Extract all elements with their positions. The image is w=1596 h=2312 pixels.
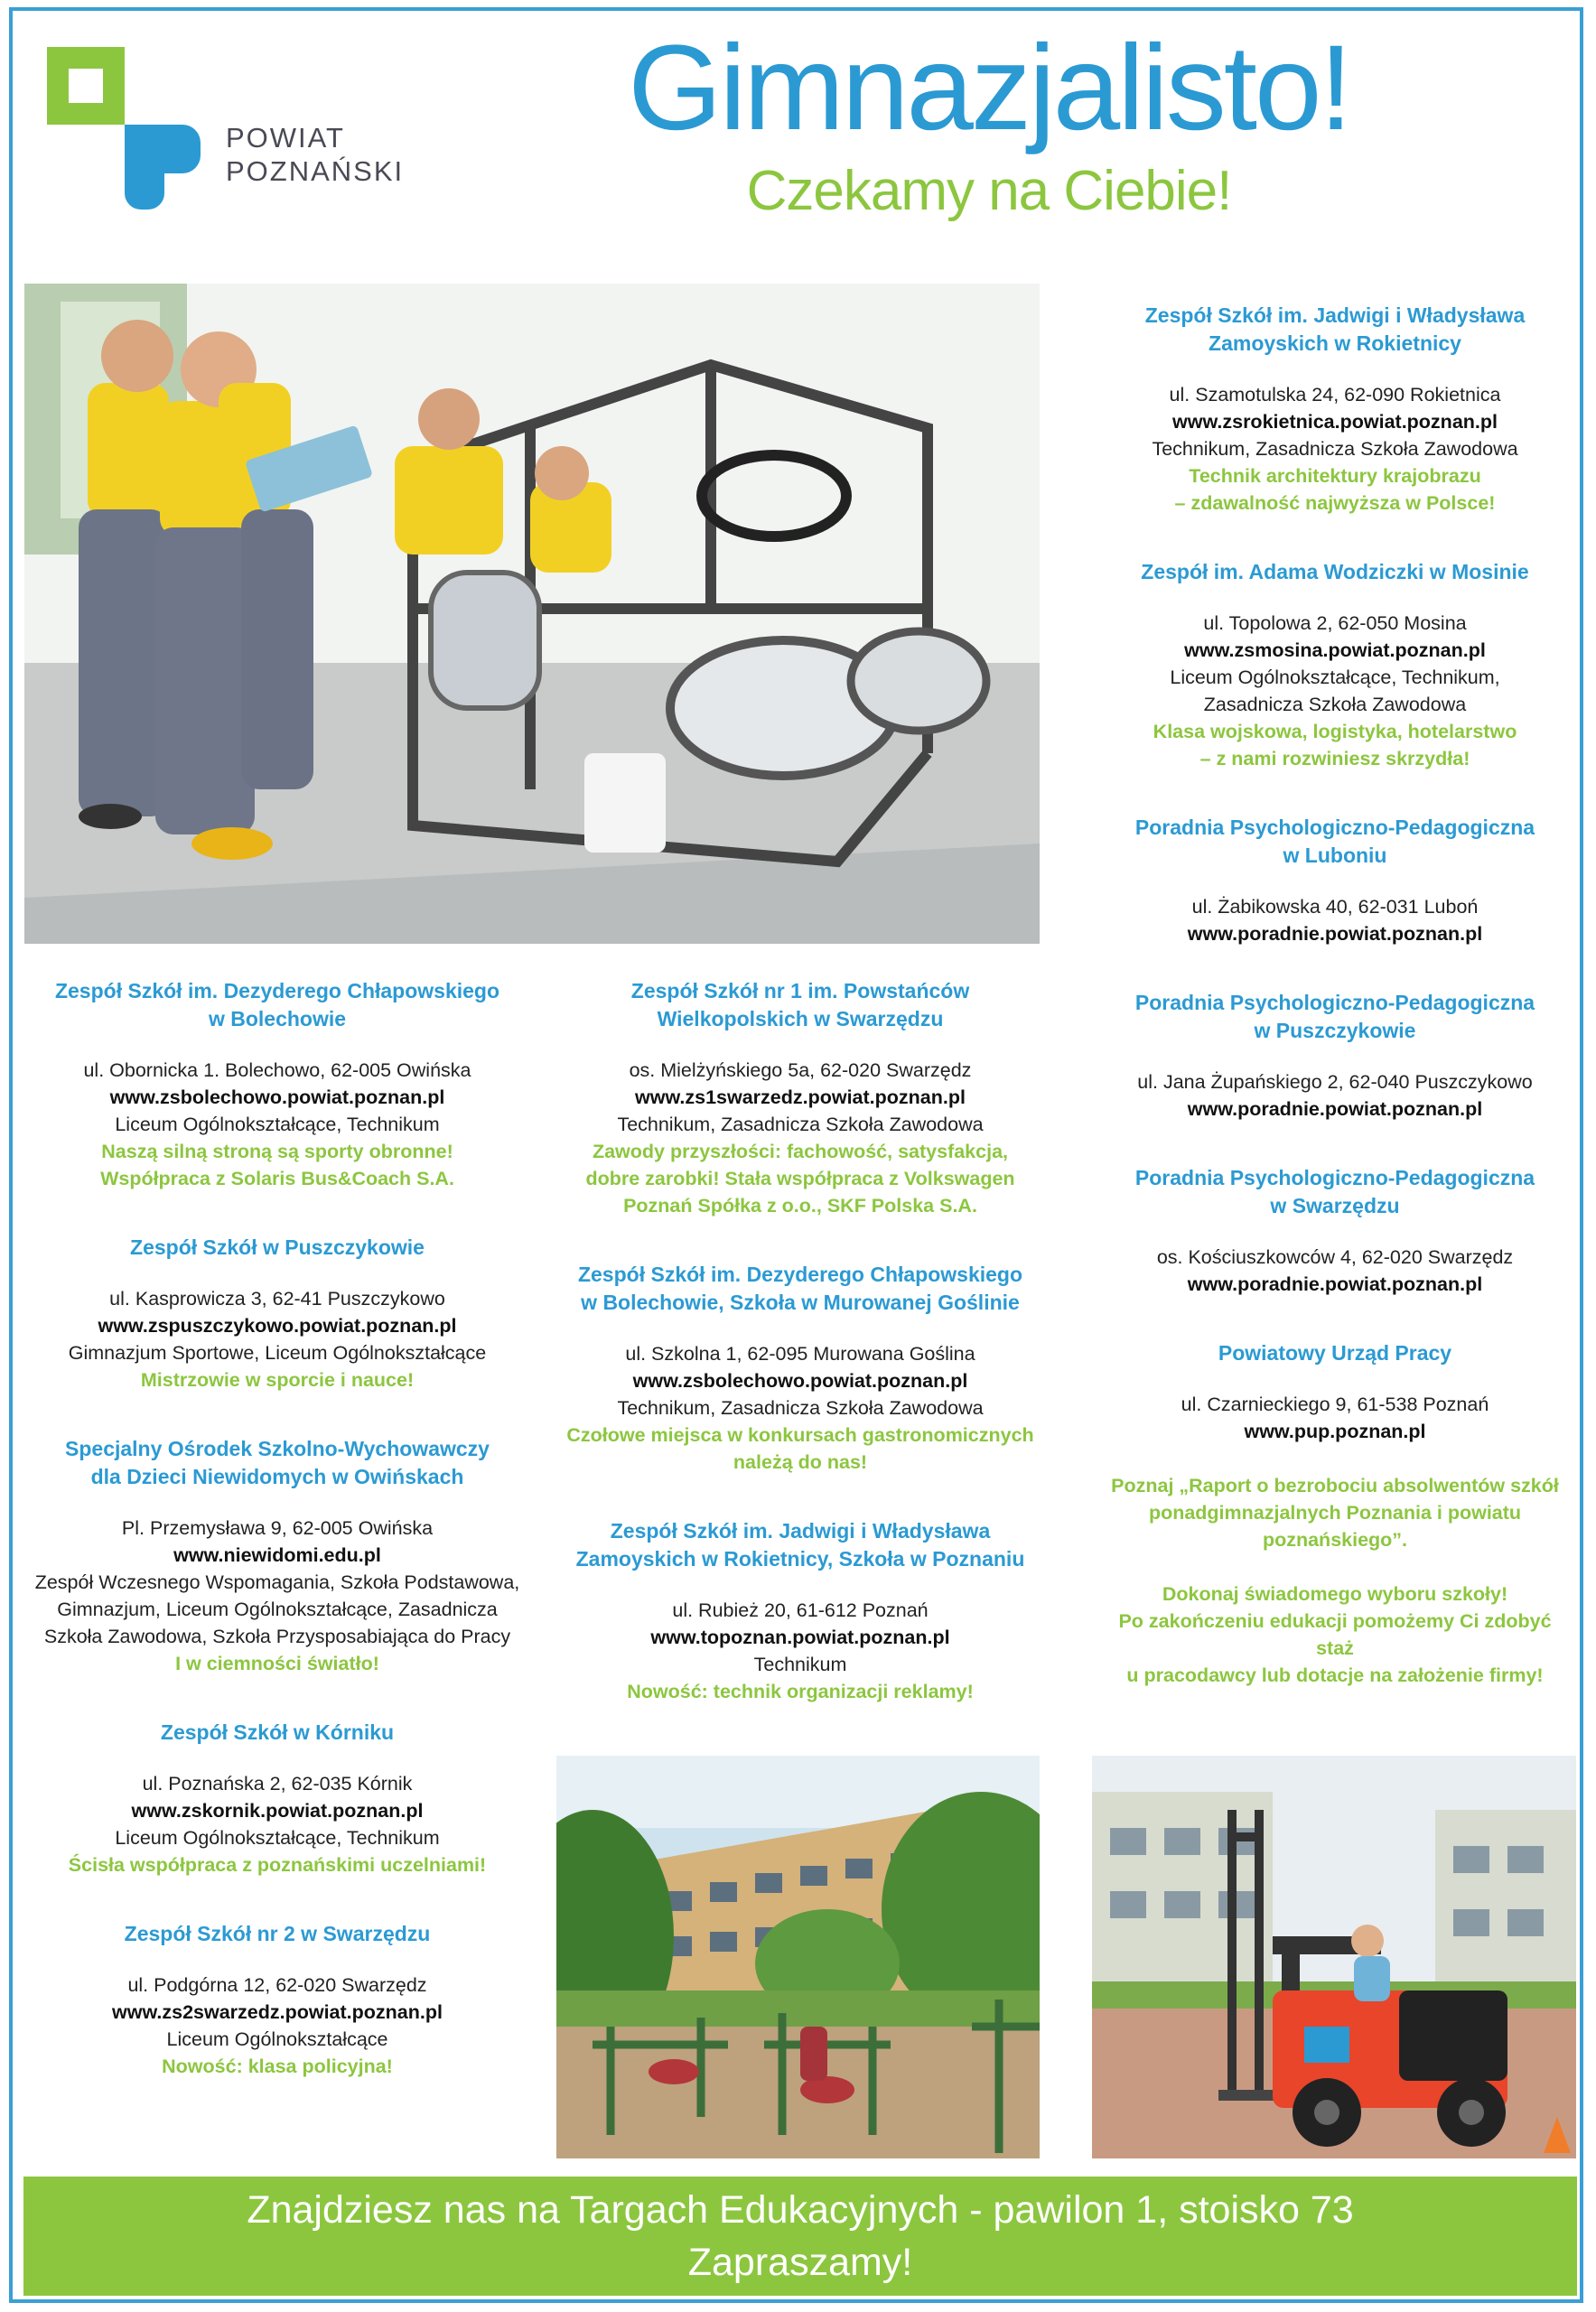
- school-title: Zespół Szkół im. Dezyderego Chłapowskiego w Bolechowie: [54, 979, 500, 1030]
- students-workshop-photo: [24, 284, 1040, 944]
- office-note: Po zakończeniu edukacji pomożemy Ci zdobyć staż: [1118, 1610, 1552, 1659]
- school-highlight: – z nami rozwiniesz skrzydła!: [1199, 748, 1470, 769]
- school-title: Zespół Szkół w Kórniku: [160, 1720, 395, 1744]
- school-address: Pl. Przemysława 9, 62-005 Owińska: [121, 1517, 434, 1539]
- clinic-url[interactable]: www.poradnie.powiat.poznan.pl: [1187, 1098, 1483, 1120]
- school-title: Zespół Szkół nr 1 im. Powstańców Wielkopolskich w Swarzędzu: [630, 979, 970, 1030]
- right-column: [1098, 302, 1572, 1689]
- banner-line: Znajdziesz nas na Targach Edukacyjnych - pawilon 1, stoisko 73: [247, 2188, 1354, 2232]
- school-highlight: Mistrzowie w sporcie i nauce!: [140, 1369, 415, 1391]
- school-address: ul. Poznańska 2, 62-035 Kórnik: [142, 1773, 413, 1795]
- school-address: ul. Szkolna 1, 62-095 Murowana Goślina: [625, 1343, 975, 1365]
- school-url[interactable]: www.niewidomi.edu.pl: [173, 1544, 381, 1566]
- school-highlight: Czołowe miejsca w konkursach gastronomicznych: [566, 1424, 1034, 1446]
- office-note: Poznaj „Raport o bezrobociu absolwentów szkół: [1111, 1475, 1559, 1496]
- school-desc: Szkoła Zawodowa, Szkoła Przysposabiająca do Pracy: [43, 1626, 511, 1647]
- logo-text: POWIAT POZNAŃSKI: [226, 122, 405, 187]
- school-highlight: Nowość: klasa policyjna!: [162, 2056, 393, 2077]
- school-highlight: należą do nas!: [733, 1451, 868, 1473]
- clinic-url[interactable]: www.poradnie.powiat.poznan.pl: [1187, 1273, 1483, 1295]
- office-note: u pracodawcy lub dotacje na założenie firmy!: [1126, 1664, 1544, 1686]
- school-desc: Liceum Ogólnokształcące, Technikum: [115, 1114, 440, 1135]
- school-url[interactable]: www.topoznan.powiat.poznan.pl: [650, 1627, 950, 1648]
- school-desc: Liceum Ogólnokształcące, Technikum,: [1170, 667, 1500, 688]
- clinic-entry: [1098, 1164, 1572, 1298]
- school-title: Zespół Szkół im. Jadwigi i Władysława Zamoyskich w Rokietnicy, Szkoła w Poznaniu: [575, 1519, 1025, 1571]
- office-entry: [1098, 1339, 1572, 1689]
- school-highlight: – zdawalność najwyższa w Polsce!: [1174, 492, 1496, 514]
- left-column: [20, 977, 535, 2080]
- school-highlight: Poznań Spółka z o.o., SKF Polska S.A.: [623, 1195, 977, 1217]
- school-entry: [20, 1719, 535, 1878]
- page-subheadline: Czekamy na Ciebie!: [746, 160, 1232, 222]
- school-entry: [547, 1261, 1053, 1476]
- school-building-photo: [556, 1756, 1040, 2158]
- school-address: ul. Obornicka 1. Bolechowo, 62-005 Owińska: [83, 1059, 471, 1081]
- school-highlight: Współpraca z Solaris Bus&Coach S.A.: [100, 1168, 454, 1189]
- school-url[interactable]: www.zsbolechowo.powiat.poznan.pl: [632, 1370, 968, 1392]
- school-desc: Gimnazjum, Liceum Ogólnokształcące, Zasadnicza: [57, 1599, 498, 1620]
- school-desc: Gimnazjum Sportowe, Liceum Ogólnokształcące: [68, 1342, 487, 1364]
- school-address: os. Mielżyńskiego 5a, 62-020 Swarzędz: [629, 1059, 972, 1081]
- office-note: poznańskiego”.: [1262, 1529, 1408, 1551]
- middle-column: [547, 977, 1053, 1705]
- school-title: Zespół Szkół im. Jadwigi i Władysława Zamoyskich w Rokietnicy: [1144, 303, 1526, 355]
- school-highlight: I w ciemności światło!: [175, 1653, 379, 1674]
- school-entry: [547, 1517, 1053, 1705]
- school-desc: Liceum Ogólnokształcące: [166, 2028, 388, 2050]
- school-highlight: Nowość: technik organizacji reklamy!: [627, 1681, 974, 1702]
- page-headline: Gimnazjalisto!: [628, 21, 1350, 155]
- school-desc: Technikum, Zasadnicza Szkoła Zawodowa: [617, 1397, 984, 1419]
- clinic-entry: [1098, 814, 1572, 947]
- clinic-url[interactable]: www.poradnie.powiat.poznan.pl: [1187, 923, 1483, 945]
- clinic-title: Poradnia Psychologiczno-Pedagogiczna w Puszczykowie: [1134, 991, 1535, 1042]
- footer-banner: [23, 2177, 1577, 2296]
- school-title: Specjalny Ośrodek Szkolno-Wychowawczy dla Dzieci Niewidomych w Owińskach: [65, 1437, 490, 1488]
- school-desc: Zasadnicza Szkoła Zawodowa: [1203, 694, 1467, 715]
- school-title: Zespół Szkół im. Dezyderego Chłapowskiego w Bolechowie, Szkoła w Murowanej Goślinie: [577, 1263, 1023, 1314]
- clinic-title: Poradnia Psychologiczno-Pedagogiczna w Luboniu: [1134, 816, 1535, 867]
- school-url[interactable]: www.zs1swarzedz.powiat.poznan.pl: [635, 1086, 966, 1108]
- clinic-address: ul. Żabikowska 40, 62-031 Luboń: [1191, 896, 1479, 918]
- school-entry: [20, 1920, 535, 2080]
- clinic-address: ul. Jana Żupańskiego 2, 62-040 Puszczykowo: [1137, 1071, 1533, 1093]
- school-entry: [20, 977, 535, 1192]
- school-highlight: Technik architektury krajobrazu: [1189, 465, 1481, 487]
- school-title: Zespół Szkół w Puszczykowie: [130, 1235, 425, 1259]
- school-address: ul. Kasprowicza 3, 62-41 Puszczykowo: [109, 1288, 445, 1310]
- school-desc: Liceum Ogólnokształcące, Technikum: [115, 1827, 440, 1849]
- school-entry: [20, 1234, 535, 1394]
- school-desc: Zespół Wczesnego Wspomagania, Szkoła Podstawowa,: [34, 1571, 520, 1593]
- banner-line: Zapraszamy!: [687, 2241, 913, 2284]
- school-entry: [1098, 302, 1572, 517]
- school-desc: Technikum: [753, 1654, 847, 1675]
- school-entry: [1098, 558, 1572, 772]
- school-entry: [547, 977, 1053, 1219]
- school-highlight: Ścisła współpraca z poznańskimi uczelniami!: [68, 1854, 487, 1876]
- school-entry: [20, 1435, 535, 1677]
- school-highlight: Klasa wojskowa, logistyka, hotelarstwo: [1153, 721, 1517, 742]
- school-address: ul. Szamotulska 24, 62-090 Rokietnica: [1169, 384, 1501, 406]
- school-url[interactable]: www.zsmosina.powiat.poznan.pl: [1184, 639, 1486, 661]
- school-address: ul. Podgórna 12, 62-020 Swarzędz: [127, 1974, 427, 1996]
- office-note: ponadgimnazjalnych Poznania i powiatu: [1148, 1502, 1522, 1524]
- office-address: ul. Czarnieckiego 9, 61-538 Poznań: [1181, 1394, 1489, 1415]
- school-highlight: Naszą silną stroną są sporty obronne!: [101, 1141, 453, 1162]
- school-highlight: Zawody przyszłości: fachowość, satysfakcja,: [592, 1141, 1009, 1162]
- school-title: Zespół im. Adama Wodziczki w Mosinie: [1141, 560, 1529, 583]
- clinic-title: Poradnia Psychologiczno-Pedagogiczna w Swarzędzu: [1134, 1166, 1535, 1217]
- office-note: Dokonaj świadomego wyboru szkoły!: [1162, 1583, 1508, 1605]
- clinic-entry: [1098, 989, 1572, 1123]
- school-highlight: dobre zarobki! Stała współpraca z Volkswagen: [585, 1168, 1015, 1189]
- school-desc: Technikum, Zasadnicza Szkoła Zawodowa: [617, 1114, 984, 1135]
- office-url[interactable]: www.pup.poznan.pl: [1244, 1421, 1426, 1442]
- school-desc: Technikum, Zasadnicza Szkoła Zawodowa: [1152, 438, 1518, 460]
- school-title: Zespół Szkół nr 2 w Swarzędzu: [124, 1922, 431, 1945]
- school-url[interactable]: www.zskornik.powiat.poznan.pl: [131, 1800, 424, 1822]
- school-url[interactable]: www.zs2swarzedz.powiat.poznan.pl: [112, 2001, 443, 2023]
- school-url[interactable]: www.zsrokietnica.powiat.poznan.pl: [1172, 411, 1498, 433]
- forklift-photo: [1092, 1756, 1576, 2158]
- office-title: Powiatowy Urząd Pracy: [1218, 1341, 1452, 1365]
- school-url[interactable]: www.zspuszczykowo.powiat.poznan.pl: [98, 1315, 457, 1337]
- school-url[interactable]: www.zsbolechowo.powiat.poznan.pl: [109, 1086, 445, 1108]
- school-address: ul. Topolowa 2, 62-050 Mosina: [1203, 612, 1467, 634]
- school-address: ul. Rubież 20, 61-612 Poznań: [672, 1599, 929, 1621]
- clinic-address: os. Kościuszkowców 4, 62-020 Swarzędz: [1156, 1246, 1514, 1268]
